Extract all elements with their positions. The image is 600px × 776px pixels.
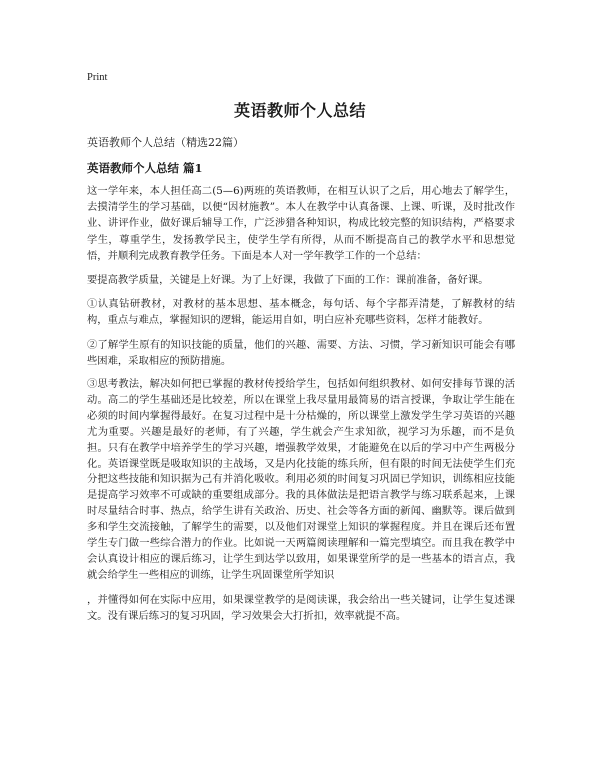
paragraph-point-3: ③思考教法，解决如何把已掌握的教材传授给学生，包括如何组织教材、如何安排每节课的活动。高二的学生基础还是比较差，所以在课堂上我尽量用最简易的语言授课，争取让学生能在必须的时间内掌握得最好。在复习过程中是十分枯燥的，所以课堂上激发学生学习英语的兴趣尤为重要。兴趣是最好的老师，有了兴趣，学生就会产生求知欲，视学习为乐趣，而不是负担。只有在教学中培养学生的学习兴趣，增强教学效果，才能避免在以后的学习中产生两极分化。英语课堂既是吸取知识的主战场，又是内化技能的练兵所，但有限的时间无法使学生们充分把这些技能和知识据为己有并消化吸收。利用必须的时间复习巩固已学知识，训练相应技能是提高学习效率不可或缺的重要组成部分。我的具体做法是把语言教学与练习联系起来，上课时尽量结合时事、热点，给学生讲有关政治、历史、社会等各方面的新闻、幽默等。课后做到多和学生交流接触，了解学生的需要，以及他们对课堂上知识的掌握程度。并且在课后还布置学生专门做一些综合潜力的作业。比如说一天两篇阅读理解和一篇完型填空。而且我在教学中会认真设计相应的课后练习，让学生到达学以致用，如果课堂所学的是一些基本的语言点，我就会给学生一些相应的训练，让学生巩固课堂所学知识 [87,378,515,581]
paragraph-key-point: 要提高教学质量，关键是上好课。为了上好课，我做了下面的工作：课前准备，备好课。 [87,274,489,287]
paragraph-point-2: ②了解学生原有的知识技能的质量，他们的兴趣、需要、方法、习惯，学习新知识可能会有哪些困难，采取相应的预防措施。 [87,338,515,367]
print-label[interactable]: Print [87,72,108,83]
page-title: 英语教师个人总结 [233,101,366,120]
paragraph-point-1: ①认真钻研教材，对教材的基本思想、基本概念，每句话、每个字都弄清楚，了解教材的结构，重点与难点，掌握知识的逻辑，能运用自如，明白应补充哪些资料，怎样才能教好。 [87,298,515,327]
paragraph-intro: 这一学年来，本人担任高二(5—6)两班的英语教师，在相互认识了之后，用心地去了解学生，去摸清学生的学习基础，以便“因材施教”。本人在教学中认真备课、上课、听课，及时批改作业、讲评作业，做好课后辅导工作，广泛涉猎各种知识，构成比较完整的知识结构，严格要求学生，尊重学生，发扬教学民主，使学生学有所得，从而不断提高自己的教学水平和思想觉悟，并顺利完成教育教学任务。下面是本人对一学年教学工作的一个总结： [87,185,515,262]
paragraph-continuation: ，并懂得如何在实际中应用，如果课堂教学的是阅读课，我会给出一些关键词，让学生复述课文。没有课后练习的复习巩固，学习效果会大打折扣，效率就提不高。 [87,593,515,623]
article-body [87,183,515,632]
section-heading: 英语教师个人总结 篇1 [87,161,203,175]
document-subtitle: 英语教师个人总结（精选22篇） [87,136,244,149]
